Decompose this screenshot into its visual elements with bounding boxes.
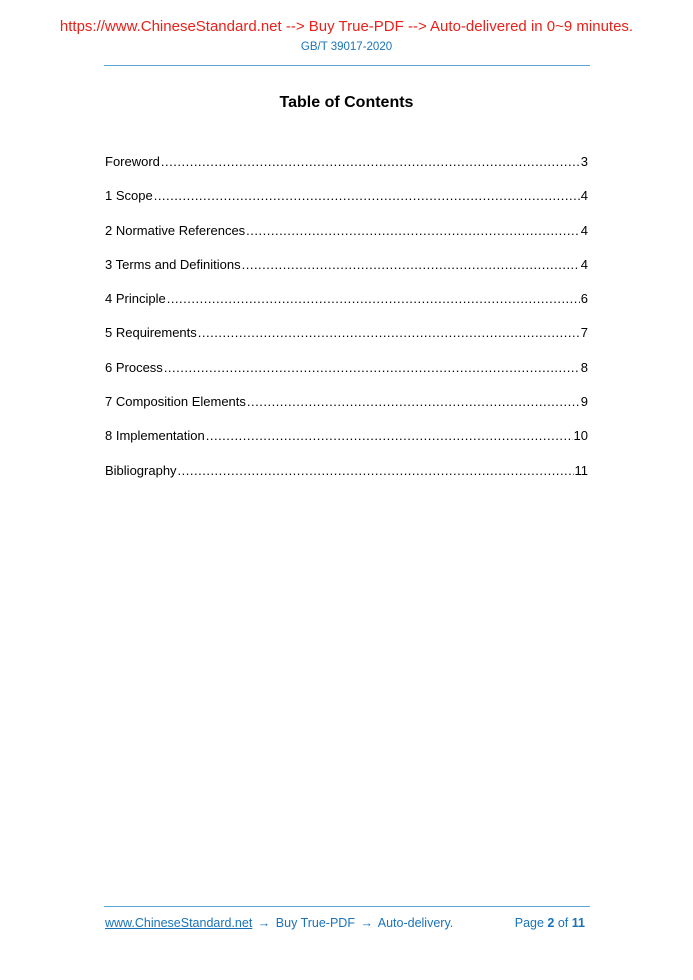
toc-entry-label: 7 Composition Elements <box>105 394 246 410</box>
document-code: GB/T 39017-2020 <box>300 41 393 53</box>
toc-entry-normative-references[interactable] <box>105 221 588 255</box>
toc-entry-label: 8 Implementation <box>105 428 205 444</box>
toc-entry-page: 4 <box>580 222 588 238</box>
toc-dot-leader <box>178 461 574 481</box>
toc-entry-page: 8 <box>580 359 588 375</box>
toc-entry-scope[interactable] <box>105 186 588 220</box>
page-of: of <box>557 916 569 930</box>
toc-entry-label: 3 Terms and Definitions <box>105 256 241 272</box>
toc-dot-leader <box>247 392 580 412</box>
toc-dot-leader <box>154 186 580 206</box>
toc-list <box>105 152 588 495</box>
footer-site-link[interactable]: www.ChineseStandard.net <box>105 916 253 930</box>
toc-dot-leader <box>164 358 580 378</box>
toc-entry-page: 9 <box>580 394 588 410</box>
toc-entry-principle[interactable] <box>105 289 588 323</box>
toc-entry-composition-elements[interactable] <box>105 392 588 426</box>
page-number <box>515 916 585 930</box>
toc-entry-label: 4 Principle <box>105 291 166 307</box>
toc-entry-label: 1 Scope <box>105 188 153 204</box>
toc-title: Table of Contents <box>279 94 414 111</box>
toc-entry-page: 4 <box>580 256 588 272</box>
current-page: 2 <box>547 916 555 930</box>
toc-entry-label: Bibliography <box>105 462 177 478</box>
toc-dot-leader <box>246 221 580 241</box>
toc-dot-leader <box>206 426 573 446</box>
toc-dot-leader <box>167 289 580 309</box>
toc-dot-leader <box>242 255 580 275</box>
toc-entry-label: 5 Requirements <box>105 325 197 341</box>
arrow-right-icon: → <box>257 916 271 930</box>
toc-entry-process[interactable] <box>105 358 588 392</box>
toc-entry-page: 7 <box>580 325 588 341</box>
toc-dot-leader <box>161 152 580 172</box>
toc-entry-label: 6 Process <box>105 359 163 375</box>
total-pages: 11 <box>571 916 585 930</box>
footer-delivery-text: Auto-delivery. <box>377 916 454 930</box>
toc-entry-page: 3 <box>580 154 588 169</box>
toc-entry-page: 10 <box>573 428 588 444</box>
toc-entry-page: 4 <box>580 188 588 204</box>
toc-dot-leader <box>198 323 580 343</box>
footer-buy-text: Buy True-PDF <box>275 916 355 930</box>
toc-entry-page: 11 <box>574 462 588 478</box>
page-prefix: Page <box>514 916 544 930</box>
toc-entry-bibliography[interactable] <box>105 461 588 495</box>
toc-entry-terms-and-definitions[interactable] <box>105 255 588 289</box>
toc-entry-page: 6 <box>580 291 588 307</box>
toc-entry-label: Foreword <box>105 154 160 169</box>
toc-entry-implementation[interactable] <box>105 426 588 460</box>
footer-divider <box>104 906 590 907</box>
toc-entry-requirements[interactable] <box>105 323 588 357</box>
page-footer <box>105 916 585 930</box>
top-banner[interactable]: https://www.ChineseStandard.net --> Buy True-PDF --> Auto-delivered in 0~9 minutes. <box>59 18 634 35</box>
header-divider <box>104 65 590 66</box>
toc-entry-label: 2 Normative References <box>105 222 246 238</box>
toc-entry-foreword[interactable] <box>105 152 588 186</box>
arrow-right-icon: → <box>360 916 373 930</box>
